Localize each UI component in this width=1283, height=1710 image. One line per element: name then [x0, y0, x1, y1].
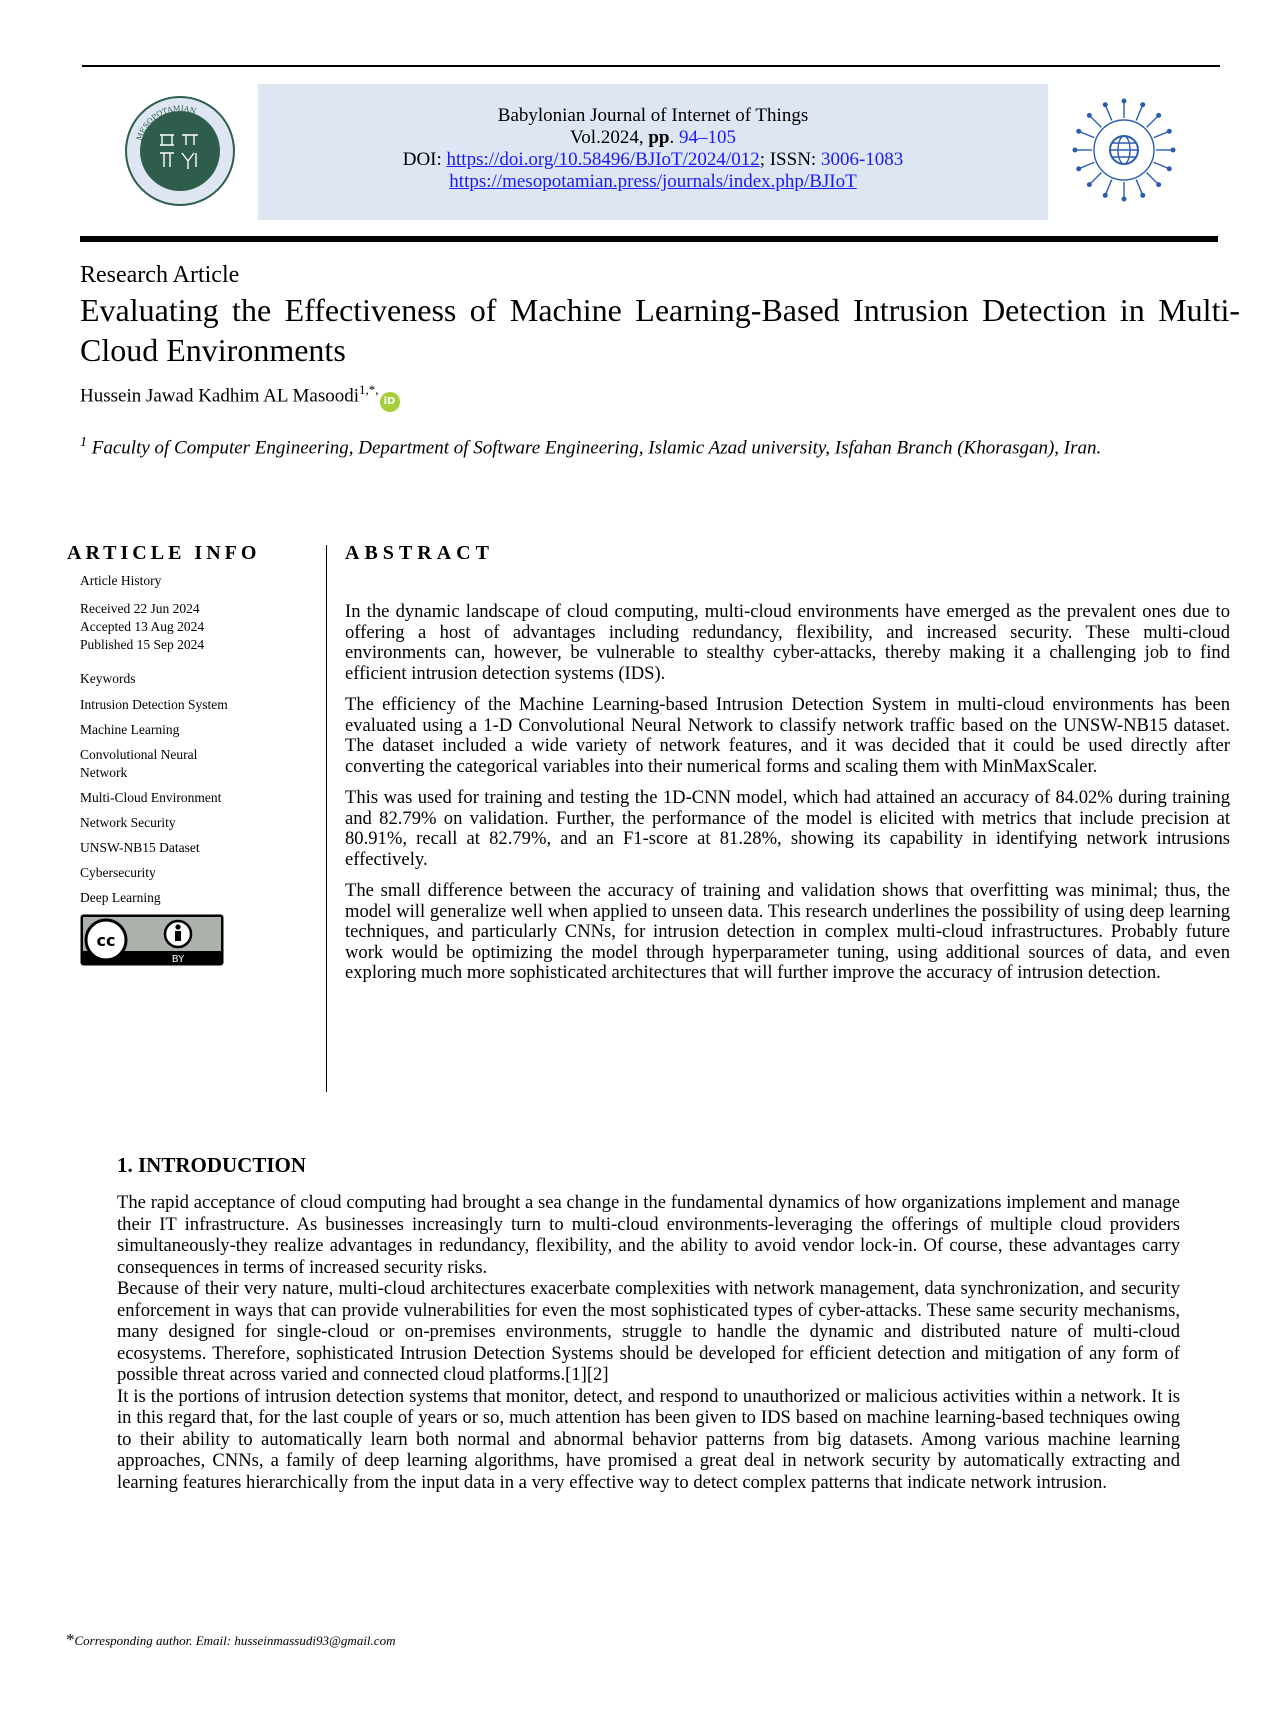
history-label: Article History [80, 573, 162, 588]
keyword: Network Security [80, 815, 176, 830]
abstract-body [345, 602, 1230, 995]
svg-text:MESOPOTAMIAN: MESOPOTAMIAN [134, 103, 198, 142]
received-date: Received 22 Jun 2024 [80, 601, 200, 616]
keyword: UNSW-NB15 Dataset [80, 840, 200, 855]
top-rule [82, 65, 1220, 67]
page-range: 94–105 [678, 127, 736, 148]
volume-line: Vol.2024, pp. 94–105 [570, 127, 736, 148]
published-date: Published 15 Sep 2024 [80, 637, 205, 652]
author-line [80, 382, 400, 412]
doi-link[interactable]: https://doi.org/10.58496/BJIoT/2024/012 [446, 149, 760, 170]
intro-paragraph: Because of their very nature, multi-cloud architectures exacerbate complexities with network management, data synchronization, and security enforcement in ways that can provide vulnerabilities for even the most sophisticated types of cyber-attacks. These same security mechanisms, many designed for single-cloud or on-premises environments, struggle to handle the dynamic and distributed nature of multi-cloud ecosystems. Therefore, sophisticated Intrusion Detection Systems should be developed for efficient detection and mitigation of any form of possible threat across varied and connected cloud platforms.[1][2] [117, 1278, 1180, 1385]
doi-line: DOI: https://doi.org/10.58496/BJIoT/2024/012; ISSN: 3006-1083 [402, 149, 904, 170]
article-type: Research Article [80, 262, 240, 288]
keyword: Intrusion Detection System [80, 697, 228, 712]
intro-paragraph: It is the portions of intrusion detection systems that monitor, detect, and respond to unauthorized or malicious activities within a network. It is in this regard that, for the last couple of years or so, much attention has been given to IDS based on machine learning-based techniques owing to their ability to automatically learn both normal and abnormal behavior patterns from big datasets. Among various machine learning approaches, CNNs, a family of deep learning algorithms, have promised a great deal in network security by automatically extracting and learning features hierarchically from the input data in a very effective way to detect complex patterns that indicate network intrusion. [117, 1385, 1180, 1493]
keyword: Machine Learning [80, 722, 180, 737]
column-divider [326, 545, 327, 1092]
introduction-body [117, 1192, 1180, 1493]
journal-logo [1070, 96, 1178, 204]
svg-text:BY: BY [171, 954, 185, 965]
keywords-label: Keywords [80, 671, 136, 686]
paper-title: Evaluating the Effectiveness of Machine Learning-Based Intrusion Detection in Multi-Cloud Environments [80, 292, 1240, 368]
abstract-heading: ABSTRACT [345, 542, 494, 564]
keyword: Cybersecurity [80, 865, 156, 880]
corresponding-author-footnote: *Corresponding author. Email: husseinmassudi93@gmail.com [66, 1630, 396, 1649]
keyword: Deep Learning [80, 890, 161, 905]
accepted-date: Accepted 13 Aug 2024 [80, 619, 205, 634]
journal-name: Babylonian Journal of Internet of Things [497, 105, 809, 126]
publisher-logo [124, 95, 236, 207]
article-info [80, 572, 320, 966]
article-info-heading: ARTICLE INFO [67, 542, 261, 564]
journal-header [258, 84, 1048, 220]
abstract-paragraph: This was used for training and testing the 1D-CNN model, which had attained an accuracy of 84.02% during training and 82.79% on validation. Further, the performance of the model is elicited with metrics that include precision at 80.91%, recall at 82.79%, and an F1-score at 81.28%, showing its capability in identifying network intrusions effectively. [345, 787, 1230, 870]
keyword: Convolutional Neural Network [80, 747, 198, 780]
url-line [258, 171, 1048, 193]
author-name: Hussein Jawad Kadhim AL Masoodi [80, 385, 359, 407]
abstract-paragraph: The small difference between the accuracy of training and validation shows that overfitting was minimal; thus, the model will generalize well when applied to unseen data. This research underlines the possibility of using deep learning techniques, and particularly CNNs, for intrusion detection in complex multi-cloud infrastructures. Probably future work would be optimizing the model through hyperparameter tuning, using additional sources of data, and even exploring much more sophisticated architectures that will further improve the accuracy of intrusion detection. [345, 880, 1230, 983]
svg-text:ACADEMIC PRESS: ACADEMIC PRESS [144, 160, 210, 187]
issn-value: 3006-1083 [820, 149, 904, 170]
intro-paragraph: The rapid acceptance of cloud computing had brought a sea change in the fundamental dynamics of how organizations implement and manage their IT infrastructure. As businesses increasingly turn to multi-cloud environments-leveraging the offerings of multiple cloud providers simultaneously-they realize advantages in redundancy, flexibility, and the ability to avoid vendor lock-in. Of course, these advantages carry consequences in terms of increased security risks. [117, 1192, 1180, 1278]
svg-text:cc: cc [96, 931, 116, 950]
journal-url-link[interactable]: https://mesopotamian.press/journals/index.php/BJIoT [449, 171, 857, 192]
introduction-heading: 1. INTRODUCTION [117, 1153, 307, 1177]
header-rule [80, 236, 1218, 242]
abstract-paragraph: The efficiency of the Machine Learning-based Intrusion Detection System in multi-cloud environments has been evaluated using a 1-D Convolutional Neural Network to classify network traffic based on the UNSW-NB15 dataset. The dataset included a wide variety of network features, and it was decided that it could be used directly after converting the categorical variables into their numerical forms and scaling them with MinMaxScaler. [345, 694, 1230, 777]
keyword: Multi-Cloud Environment [80, 790, 222, 805]
affiliation: $^1$ Faculty of Computer Engineering, Department of Software Engineering, Islamic Azad university, Isfahan Branch (Khorasgan), Iran. [80, 435, 1102, 459]
orcid-icon[interactable]: iD [380, 392, 400, 412]
abstract-paragraph: In the dynamic landscape of cloud computing, multi-cloud environments have emerged as the prevalent ones due to offering a host of advantages including redundancy, flexibility, and increased security. These multi-cloud environments can, however, be vulnerable to stealthy cyber-attacks, thereby making it a challenging job to find efficient intrusion detection systems (IDS). [345, 601, 1230, 684]
author-superscript: 1,*, [359, 382, 379, 397]
cc-by-license-icon [80, 914, 224, 966]
